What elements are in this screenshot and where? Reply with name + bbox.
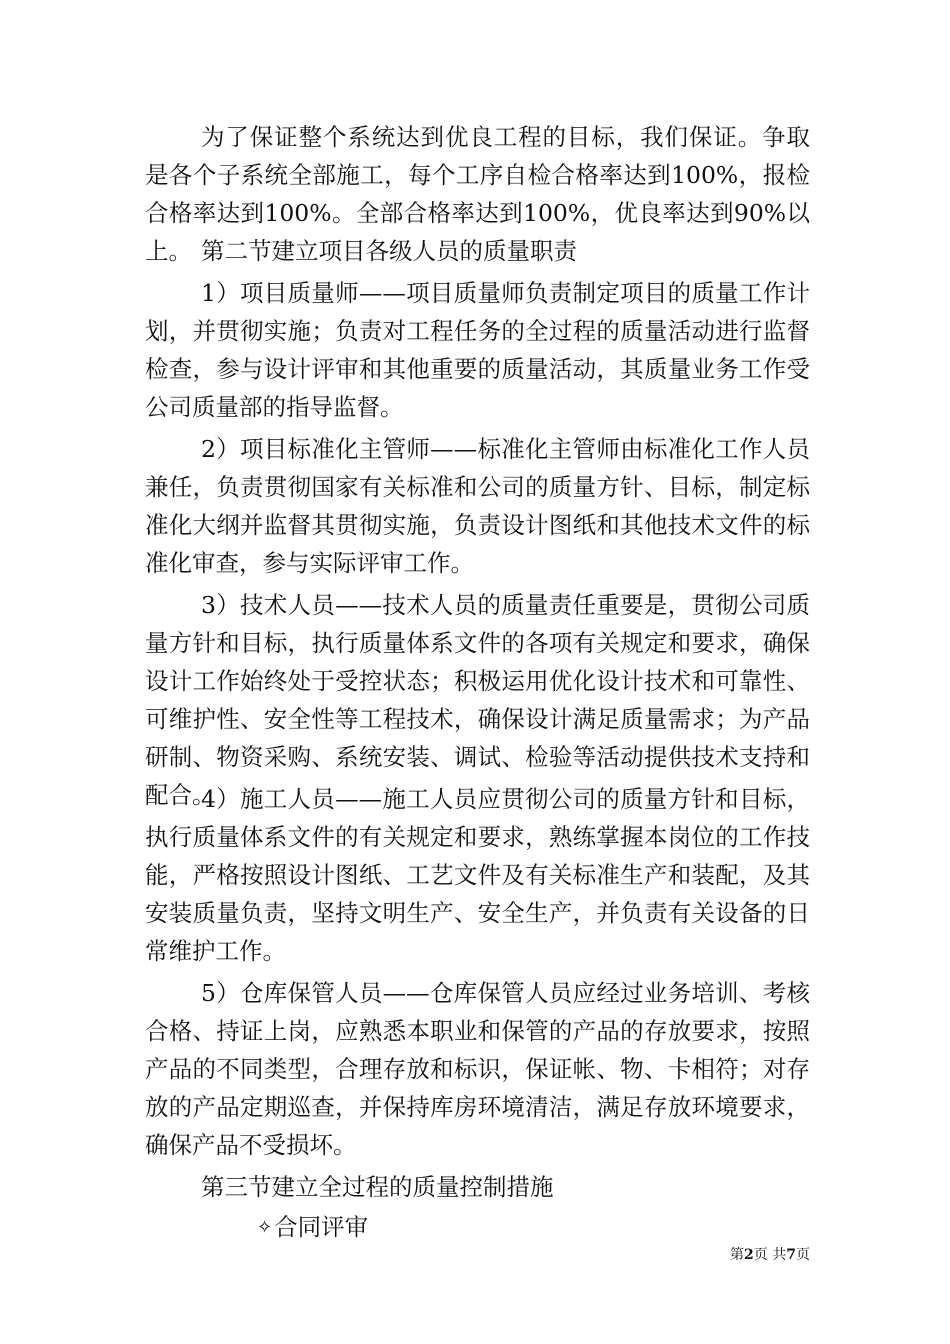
section-heading-3: 第三节建立全过程的质量控制措施 [201, 1173, 554, 1201]
paragraph-quality-goal: 为了保证整个系统达到优良工程的目标，我们保证。争取是各个子系统全部施工，每个工序自检合格率达到100%，报检合格率达到100%。全部合格率达到100%，优良率达到90%以上。 [145, 123, 810, 265]
paragraph-warehouse-staff: 5）仓库保管人员——仓库保管人员应经过业务培训、考核合格、持证上岗，应熟悉本职业和保管的产品的存放要求，按照产品的不同类型，合理存放和标识，保证帐、物、卡相符；对存放的产品定期巡查，并保持库房环境清洁，满足存放环境要求，确保产品不受损坏。 [145, 979, 810, 1159]
footer-total-pages: 7 [786, 1247, 796, 1263]
footer-prefix: 第 [730, 1247, 745, 1263]
paragraph-quality-engineer: 1）项目质量师——项目质量师负责制定项目的质量工作计划，并贯彻实施；负责对工程任务的全过程的质量活动进行监督检查，参与设计评审和其他重要的质量活动，其质量业务工作受公司质量部的指导监督。 [145, 279, 810, 421]
document-body [145, 118, 810, 1246]
diamond-bullet-icon: ✧ [257, 1217, 273, 1238]
paragraph-technical-staff: 3）技术人员——技术人员的质量责任重要是，贯彻公司质量方针和目标，执行质量体系文件的各项有关规定和要求，确保设计工作始终处于受控状态；积极运用优化设计技术和可靠性、可维护性、安全性等工程技术，确保设计满足质量需求；为产品研制、物资采购、系统安装、调试、检验等活动提供技术支持和配合。 [145, 591, 810, 809]
paragraph-standardization-manager: 2）项目标准化主管师——标准化主管师由标准化工作人员兼任，负责贯彻国家有关标准和公司的质量方针、目标，制定标准化大纲并监督其贯彻实施，负责设计图纸和其他技术文件的标准化审查，参与实际评审工作。 [145, 435, 810, 577]
footer-current-page: 2 [744, 1247, 754, 1263]
bullet-item-label: 合同评审 [274, 1213, 369, 1241]
paragraph-construction-staff: 4）施工人员——施工人员应贯彻公司的质量方针和目标，执行质量体系文件的有关规定和要求，熟练掌握本岗位的工作技能，严格按照设计图纸、工艺文件及有关标准生产和装配，及其安装质量负责，坚持文明生产、安全生产，并负责有关设备的日常维护工作。 [145, 785, 810, 965]
page-footer [690, 1246, 810, 1264]
bullet-item-contract-review [145, 1208, 810, 1246]
footer-suffix: 页 [796, 1247, 810, 1263]
section-heading-2: 第二节建立项目各级人员的质量职责 [201, 237, 577, 265]
footer-middle: 页 共 [753, 1247, 787, 1263]
